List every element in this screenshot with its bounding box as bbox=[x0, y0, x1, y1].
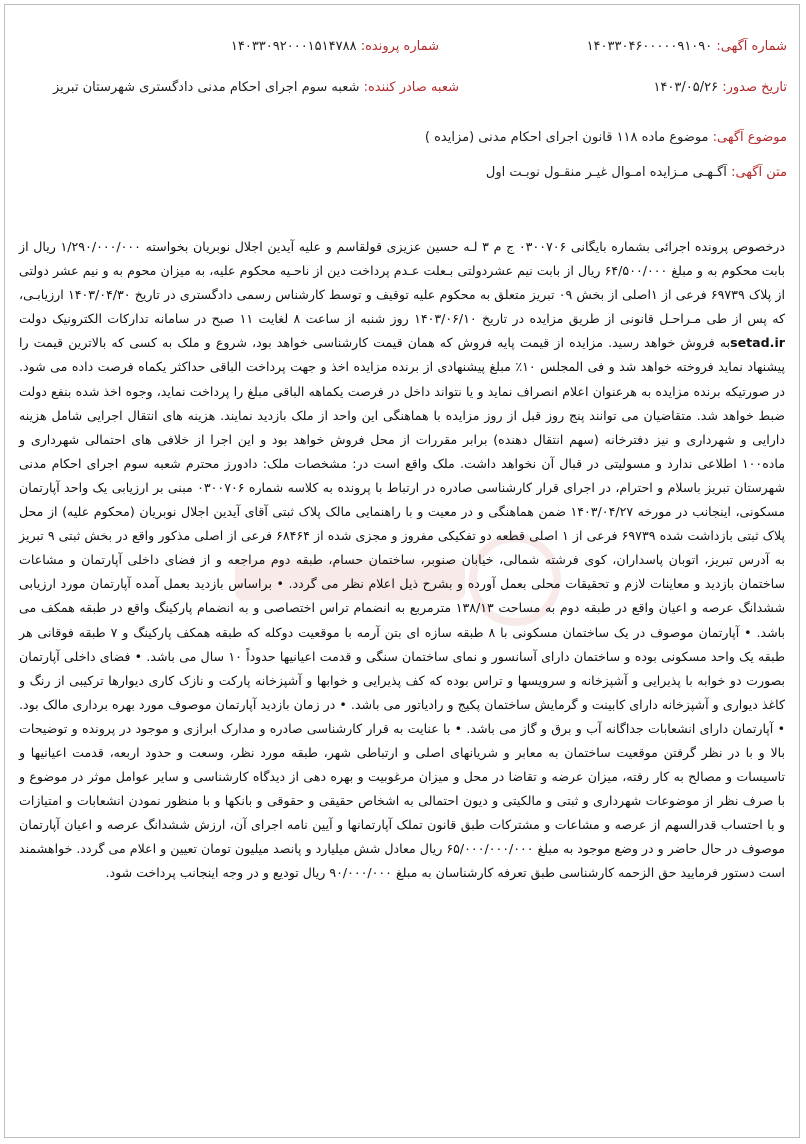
ad-number-field bbox=[587, 39, 787, 54]
case-number-field bbox=[231, 39, 439, 54]
text-title: آگـهـی مـزایده امـوال غیـر منقـول نوبـت اول bbox=[485, 165, 727, 180]
subject-field bbox=[425, 130, 787, 145]
ad-body bbox=[19, 235, 785, 886]
text-title-field bbox=[486, 165, 787, 180]
case-number: ۱۴۰۳۳۰۹۲۰۰۰۱۵۱۴۷۸۸ bbox=[230, 39, 357, 54]
ad-body-paragraph bbox=[19, 235, 785, 886]
issue-date-label: تاریخ صدور: bbox=[722, 80, 787, 95]
case-number-label: شماره پرونده: bbox=[360, 39, 439, 54]
issuer-label: شعبه صادر کننده: bbox=[363, 80, 459, 95]
ad-document bbox=[4, 4, 800, 1138]
subject-label: موضوع آگهی: bbox=[712, 130, 787, 145]
subject: موضوع ماده ۱۱۸ قانون اجرای احکام مدنی (مزایده ) bbox=[424, 130, 709, 145]
issue-date-field bbox=[653, 80, 787, 95]
issue-date: ۱۴۰۳/۰۵/۲۶ bbox=[653, 80, 719, 95]
text-label: متن آگهی: bbox=[731, 165, 787, 180]
issuer: شعبه سوم اجرای احکام مدنی دادگستری شهرستان تبریز bbox=[52, 80, 360, 95]
ad-number: ۱۴۰۳۳۰۴۶۰۰۰۰۰۹۱۰۹۰ bbox=[586, 39, 713, 54]
issuer-field bbox=[53, 80, 459, 95]
ad-number-label: شماره آگهی: bbox=[716, 39, 787, 54]
site-link: setad.ir bbox=[730, 335, 785, 351]
body-part-1: درخصوص پرونده اجرائی بشماره بایگانی ۰۳۰۰۷۰۶ ج م ۳ لـه حسین عزیزی قولقاسم و علیه آیدین اجلال نوبریان بخواسته ۱/۲۹۰/۰۰۰/۰۰۰ ریال از بابت محکوم به و مبلغ ۶۴/۵۰۰/۰۰۰ ریال از بابت نیم عشردولتی بـعلت عـدم پرداخت دین از ناحـیه محکوم علیه، به میزان محوم به و نیم عشر دولتی از پلاک ۶۹۷۳۹ فرعی از ۱اصلی از بخش ۰۹ تبریز متعلق به محکوم علیه توقیف و توسط کارشناس رسمی دادگستری در تاریخ ۱۴۰۳/۰۴/۳۰ ارزیابـی، که پس از طی مـراحـل قانونی از طریق مزایده در تاریخ ۱۴۰۳/۰۶/۱۰ روز شنبه از ساعت ۸ لغایت ۱۱ صبح در سامانه تدارکات الکترونیک دولت bbox=[19, 239, 785, 327]
body-part-2: به فروش خواهد رسید. مزایده از قیمت پایه فروش که همان قیمت کارشناسی خواهد بود، شروع و ملک به کسی که بالاترین قیمت را پیشنهاد نماید فروخته خواهد شد و فی المجلس ۱۰٪ مبلغ پیشنهادی از برنده مزایده اخذ و جهت پرداخت الباقی حداکثر یکماه فرصت داده می شود. در صورتیکه برنده مزایده به هرعنوان اعلام انصراف نماید و یا نتواند داخل در فرصت یکماهه الباقی مبلغ را پرداخت نماید، وجوه اخذ شده بنفع دولت ضبط خواهد شد. متقاضیان می توانند پنج روز قبل از روز مزایده با هماهنگی این واحد از ملک بازدید نمایند. هزینه های انتقال اجرایی شامل هزینه دارایی و شهرداری و نیز دفترخانه (سهم انتقال دهنده) برابر مقررات از محل فروش خواهد بود و این اجرا از خلافی های احتمالی شهرداری و ماده۱۰۰ اطلاعی ندارد و مسولیتی در قبال آن نخواهد داشت. ملک واقع است در: مشخصات ملک: دادورز محترم شعبه سوم اجرای احکام مدنی شهرستان تبریز باسلام و احترام، در اجرای قرار کارشناسی صادره در ارتباط با پرونده به کلاسه شماره ۰۳۰۰۷۰۶ مبنی بر ارزیابی یک واحد آپارتمان مسکونی، اینجانب در مورخه ۱۴۰۳/۰۴/۲۷ ضمن هماهنگی و در معیت و با راهنمایی مالک پلاک ثبتی آقای آیدین اجلال نوبریان (محکوم علیه) از محل پلاک ثبتی بازداشت شده ۶۹۷۳۹ فرعی از ۱ اصلی قطعه دو تفکیکی مفروز و مجزی شده از ۶۸۴۶۴ فرعی از اصلی مذکور واقع در بخش ثبتی ۹ تبریز به آدرس تبریز، اتوبان پاسداران، کوی فرشته شمالی، خیابان صنوبر، ساختمان حسام، طبقه دوم مراجعه و از فضای داخلی آپارتمان و مشاعات ساختمان بازدید و معاینات لازم و تحقیقات محلی بعمل آورده و بشرح ذیل اعلام نظر می گردد. • براساس بازدید بعمل آمده آپارتمان مورد ارزیابی ششدانگ عرصه و اعیان واقع در طبقه دوم به مساحت ۱۳۸/۱۳ مترمربع به انضمام تراس اختصاصی و به انضمام پارکینگ واقع در طبقه همکف می باشد. • آپارتمان موصوف در یک ساختمان مسکونی با ۸ طبقه سازه ای بتن آرمه با موقعیت دوکله که طبقه همکف پارکینگ و ۷ طبقه فوقانی هر طبقه یک واحد مسکونی بوده و ساختمان دارای آسانسور و نمای ساختمان سنگی و قدمت اعیانیها حدوداً ۱۰ سال می باشد. • فضای داخلی آپارتمان بصورت دو خوابه با پذیرایی و آشپزخانه و سرویسها و تراس بوده که کف پذیرایی و خوابها و آشپزخانه پارکت و نازک کاری دیوارها ترکیبی از رنگ و کاغذ دیواری و آشپزخانه دارای کابینت و گرمایش ساختمان پکیج و رادیاتور می باشد. • در زمان بازدید آپارتمان موصوف مورد بهره برداری مالک بود. • آپارتمان دارای انشعابات جداگانه آب و برق و گاز می باشد. • با عنایت به قرار کارشناسی صادره و مدارک ابرازی و موجود در پرونده و توضیحات بالا و با در نظر گرفتن موقعیت ساختمان به معابر و شریانهای اصلی و ارتباطی شهر، طبقه مورد نظر، وسعت و حدود اربعه، قدمت اعیانیها و تاسیسات و مصالح به کار رفته، میزان عرضه و تقاضا در محل و میزان مرغوبیت و بهره دهی از دیدگاه کارشناسی و سایر عوامل موثر در موضوع و با صرف نظر از موضوعات شهرداری و ثبتی و مالکیتی و دیون احتمالی به اشخاص حقیقی و حقوقی و بانکها و با منظور نمودن انشعابات و امتیازات و با احتساب قدرالسهم از عرصه و مشاعات و مشترکات طبق قانون تملک آپارتمانها و آیین نامه اجرای آن، ارزش ششدانگ عرصه و اعیان آپارتمان موصوف در حال حاضر و در وضع موجود به مبلغ ۶۵/۰۰۰/۰۰۰/۰۰۰ ریال معادل شش میلیارد و پانصد میلیون تومان تعیین و اعلام می گردد. خواهشمند است دستور فرمایید حق الزحمه کارشناسی طبق تعرفه کارشناسان به مبلغ ۹۰/۰۰۰/۰۰۰ ریال تودیع و در وجه اینجانب پرداخت شود. bbox=[19, 335, 786, 881]
